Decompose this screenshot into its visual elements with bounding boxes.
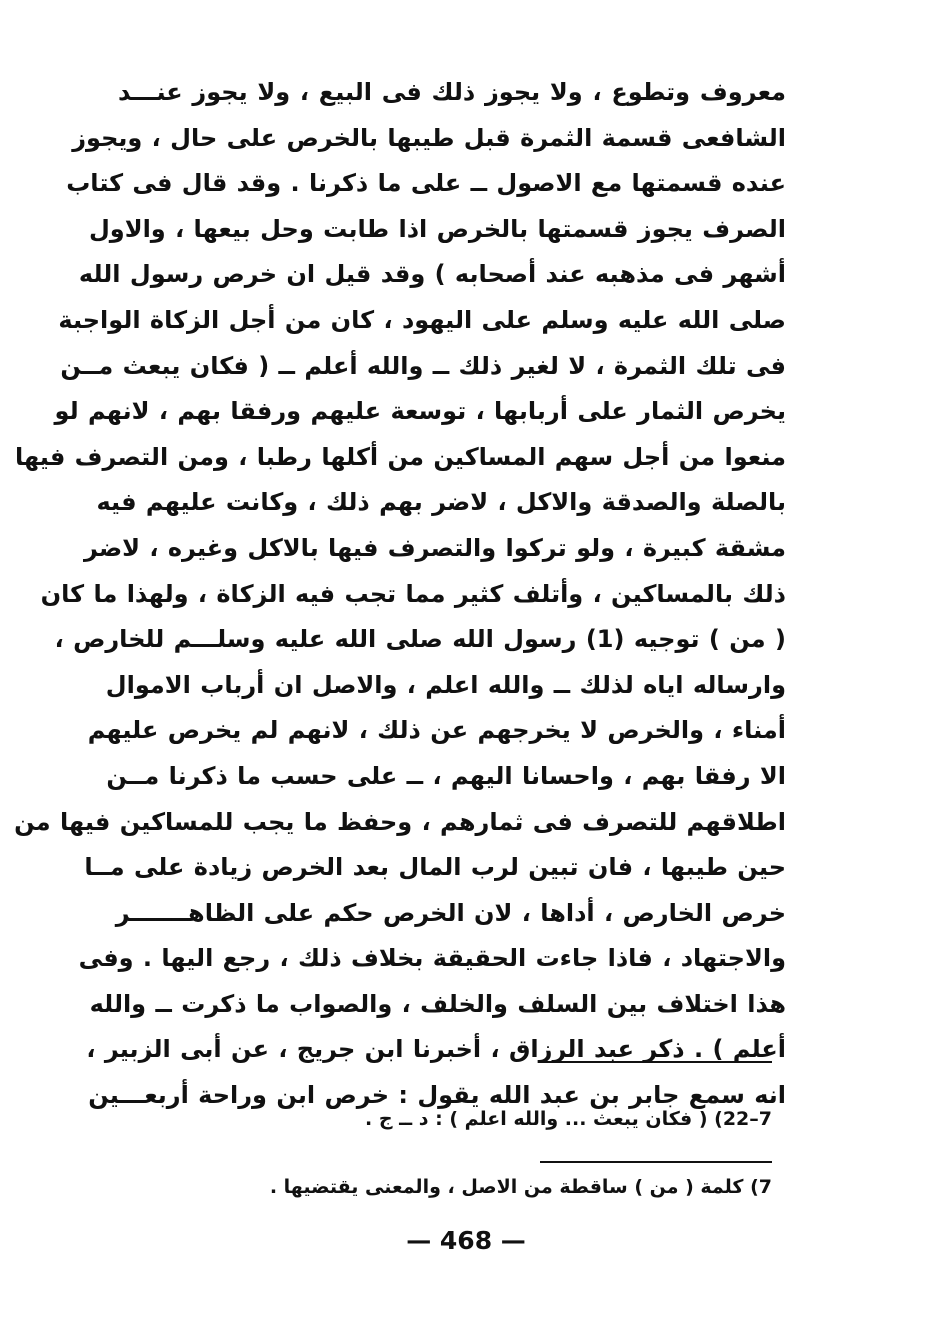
text-line: ( من ) توجيه (1) رسول الله صلى الله عليه وسلـــم للخارص ، [54,625,786,654]
text-line: صلى الله عليه وسلم على اليهود ، كان من أجل الزكاة الواجبة [58,305,786,334]
text-line: ذلك بالمساكين ، وأتلف كثير مما تجب فيه الزكاة ، ولهذا ما كان [40,579,786,608]
text-line: خرص الخارص ، أداها ، لان الخرص حكم على الظاهـــــــر [115,898,786,927]
text-line: بالصلة والصدقة والاكل ، لاضر بهم ذلك ، وكانت عليهم فيه [96,488,786,517]
text-line: معروف وتطوع ، ولا يجوز ذلك فى البيع ، ولا يجوز عنـــد [118,78,786,106]
text-line: انه سمع جابر بن عبد الله يقول : خرص ابن وراحة أربعـــين [88,1081,786,1110]
footnote-separator [540,1161,772,1163]
text-line: أمناء ، والخرص لا يخرجهم عن ذلك ، لانهم لم يخرص عليهم [87,716,786,745]
text-line: والاجتهاد ، فاذا جاءت الحقيقة بخلاف ذلك ، رجع اليها . وفى [78,944,786,973]
footnote-separator [540,1061,772,1063]
text-line: أعلم ) . ذكر عبد الرزاق ، أخبرنا ابن جريج ، عن أبى الزبير ، [86,1035,786,1064]
text-line: الصرف يجوز قسمتها بالخرص اذا طابت وحل بيعها ، والاول [88,214,786,243]
text-line: الشافعى قسمة الثمرة قبل طيبها بالخرص على حال ، ويجوز [72,123,786,152]
text-line: فى تلك الثمرة ، لا لغير ذلك ــ والله أعلم ــ ( فكان يبعث مــن [60,351,786,380]
text-line: هذا اختلاف بين السلف والخلف ، والصواب ما ذكرت ــ والله [89,989,786,1018]
page-number: — 468 — [406,1226,526,1255]
text-line: مشقة كبيرة ، ولو تركوا والتصرف فيها بالاكل وغيره ، لاضر [84,533,786,562]
main-text-block [14,70,786,1119]
text-line: عنده قسمتها مع الاصول ــ على ما ذكرنا . وقد قال فى كتاب [66,169,786,198]
footnote-missing-word: 7) كلمة ( من ) ساقطة من الاصل ، والمعنى يقتضيها . [269,1176,772,1198]
text-line: وارساله اياه لذلك ــ والله اعلم ، والاصل ان أرباب الاموال [105,670,786,699]
text-line: منعوا من أجل سهم المساكين من أكلها رطبا ، ومن التصرف فيها [14,442,786,471]
text-line: الا رفقا بهم ، واحسانا اليهم ، ــ على حسب ما ذكرنا مــن [106,761,786,790]
footnote-variant-reading: 7–22) ( فكان يبعث ... والله اعلم ) : د ــ ج . [365,1108,772,1130]
text-line: يخرص الثمار على أربابها ، توسعة عليهم ورفقا بهم ، لانهم لو [54,397,786,426]
text-line: حين طيبها ، فان تبين لرب المال بعد الخرص زيادة على مــا [84,853,786,882]
text-line: اطلاقهم للتصرف فى ثمارهم ، وحفظ ما يجب للمساكين فيها من [14,807,786,836]
text-line: أشهر فى مذهبه عند أصحابه ) وقد قيل ان خرص رسول الله [78,260,786,289]
